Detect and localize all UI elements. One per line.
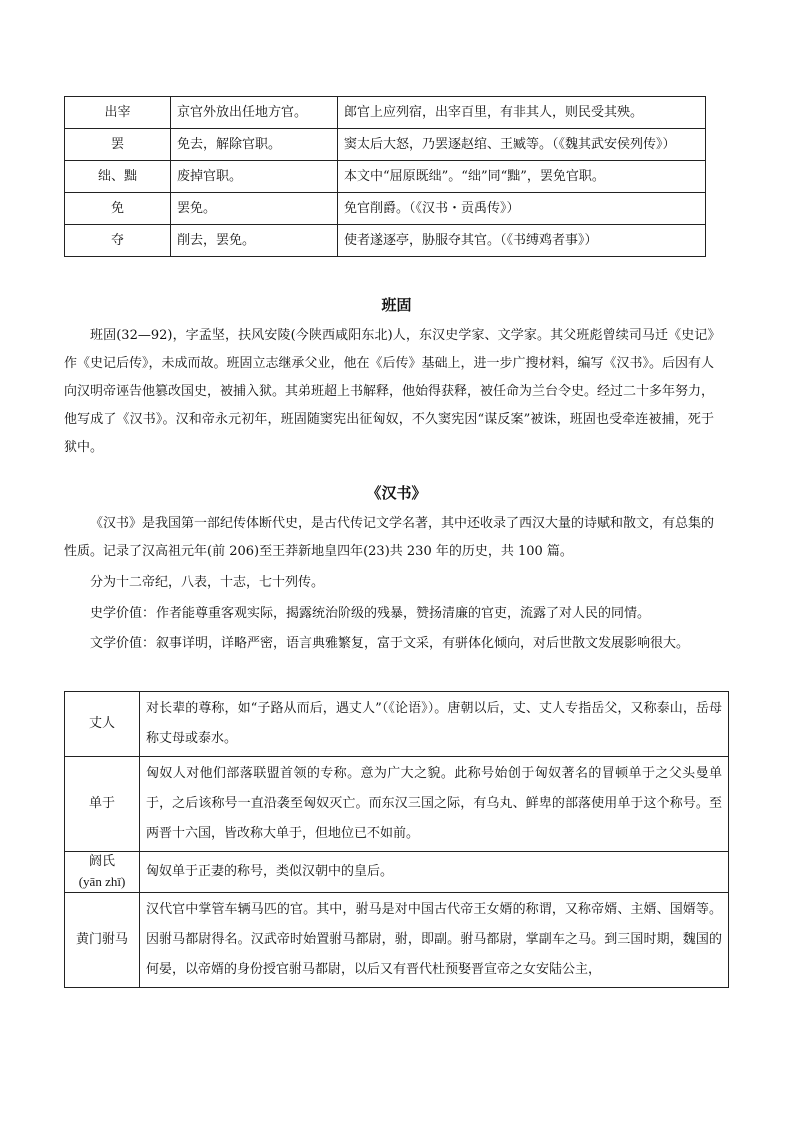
example-cell: 窦太后大怒，乃罢逐赵绾、王臧等。（《魏其武安侯列传》） (338, 129, 706, 161)
table-row (65, 692, 729, 757)
table-row (65, 893, 729, 988)
wenxue-label: 文学价值： (90, 636, 156, 651)
example-cell: 使者遂逐亭，胁服夺其官。（《书缚鸡者事》） (338, 225, 706, 257)
term-cell: 出宰 (65, 97, 171, 129)
wenxue-text: 叙事详明，详略严密，语言典雅繁复，富于文采，有骈体化倾向，对后世散文发展影响很大。 (156, 636, 690, 651)
definition-cell: 免去，解除官职。 (171, 129, 338, 161)
table-row (65, 193, 706, 225)
hanshu-heading: 《汉书》 (366, 484, 427, 502)
table-row (65, 161, 706, 193)
table-row (65, 852, 729, 893)
table-row (65, 129, 706, 161)
explanation-cell: 对长辈的尊称，如“子路从而后，遇丈人”（《论语》）。唐朝以后，丈、丈人专指岳父，又称泰山，岳母称丈母或泰水。 (140, 692, 729, 757)
table-row (65, 97, 706, 129)
term-cell: 绌、黜 (65, 161, 171, 193)
term-cell: 免 (65, 193, 171, 225)
table-row (65, 757, 729, 852)
official-terms-table (64, 96, 706, 257)
shixue-value-line (90, 604, 650, 624)
term-cell: 黄门驸马 (65, 893, 140, 988)
shixue-text: 作者能尊重客观实际，揭露统治阶级的残暴，赞扬清廉的官吏，流露了对人民的同情。 (156, 606, 651, 621)
term-cell: 单于 (65, 757, 140, 852)
term-cell: 丈人 (65, 692, 140, 757)
table-row (65, 225, 706, 257)
wenxue-value-line (90, 634, 689, 654)
definition-cell: 罢免。 (171, 193, 338, 225)
definition-cell: 京官外放出任地方官。 (171, 97, 338, 129)
term-cell: 夺 (65, 225, 171, 257)
shixue-label: 史学价值： (90, 606, 156, 621)
example-cell: 本文中“屈原既绌”。“绌”同“黜”，罢免官职。 (338, 161, 706, 193)
example-cell: 免官削爵。（《汉书・贡禹传》） (338, 193, 706, 225)
definition-cell: 削去，罢免。 (171, 225, 338, 257)
pinyin-label: (yān zhī) (78, 874, 126, 889)
hanshu-structure: 分为十二帝纪，八表，十志，七十列传。 (90, 575, 325, 590)
explanation-cell: 匈奴人对他们部落联盟首领的专称。意为广大之貌。此称号始创于匈奴著名的冒顿单于之父头曼单于，之后该称号一直沿袭至匈奴灭亡。而东汉三国之际，有乌丸、鲜卑的部落使用单于这个称号。至两晋十六国，皆改称大单于，但地位已不如前。 (140, 757, 729, 852)
titles-table (64, 691, 729, 988)
term-label: 阏氏 (88, 854, 115, 869)
term-cell: 罢 (65, 129, 171, 161)
hanshu-paragraph: 《汉书》是我国第一部纪传体断代史，是古代传记文学名著，其中还收录了西汉大量的诗赋和散文，有总集的性质。记录了汉高祖元年(前 206)至王莽新地皇四年(23)共 230 年的历史，共 100 篇。 (64, 516, 715, 559)
example-cell: 郎官上应列宿，出宰百里，有非其人，则民受其殃。 (338, 97, 706, 129)
explanation-cell: 匈奴单于正妻的称号，类似汉朝中的皇后。 (140, 852, 729, 893)
term-cell (65, 852, 140, 893)
bangu-heading: 班固 (381, 296, 412, 314)
definition-cell: 废掉官职。 (171, 161, 338, 193)
explanation-cell: 汉代官中掌管车辆马匹的官。其中，驸马是对中国古代帝王女婿的称谓，又称帝婿、主婿、国婿等。因驸马都尉得名。汉武帝时始置驸马都尉，驸，即副。驸马都尉，掌副车之马。到三国时期，魏国的何晏，以帝婿的身份授官驸马都尉，以后又有晋代杜预娶晋宣帝之女安陆公主， (140, 893, 729, 988)
bangu-paragraph: 班固(32—92)，字孟坚，扶风安陵(今陕西咸阳东北)人，东汉史学家、文学家。其父班彪曾续司马迁《史记》作《史记后传》，未成而故。班固立志继承父业，他在《后传》基础上，进一步广搜材料，编写《汉书》。后因有人向汉明帝诬告他篡改国史，被捕入狱。其弟班超上书解释，他始得获释，被任命为兰台令史。经过二十多年努力，他写成了《汉书》。汉和帝永元初年，班固随窦宪出征匈奴，不久窦宪因“谋反案”被诛，班固也受牵连被捕，死于狱中。 (64, 328, 715, 455)
